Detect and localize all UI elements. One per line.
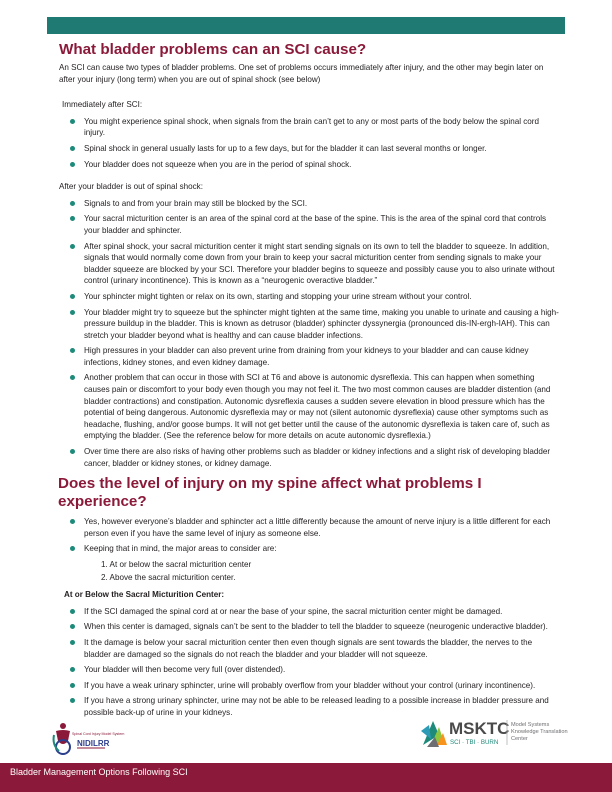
bullet-icon — [70, 146, 75, 151]
list-item: Your sphincter might tighten or relax on its own, starting and stopping your urine stream without your control. — [59, 291, 559, 303]
bullet-icon — [70, 698, 75, 703]
bullet-icon — [70, 546, 75, 551]
bullet-icon — [70, 640, 75, 645]
list-item: You might experience spinal shock, when signals from the brain can’t get to any or most parts of the body below the spinal cord injury. — [59, 116, 559, 139]
list-item: Your bladder will then become very full (over distended). — [59, 664, 559, 676]
list-level-of-injury — [59, 516, 559, 555]
heading-level-of-injury: Does the level of injury on my spine affect what problems I experience? — [58, 475, 482, 511]
bullet-icon — [70, 348, 75, 353]
list-item: When this center is damaged, signals can’t be sent to the bladder to tell the bladder to squeeze (neurogenic underactive bladder). — [59, 621, 559, 633]
msktc-logo — [419, 715, 569, 751]
bullet-icon — [70, 162, 75, 167]
bullet-icon — [70, 667, 75, 672]
top-color-bar — [47, 17, 565, 34]
subheading-at-or-below: At or Below the Sacral Micturition Center: — [64, 590, 225, 600]
list-item: After spinal shock, your sacral micturition center it might start sending signals on its own to tell the bladder to squeeze. In addition, signals that would normally come down from your brain to keep your sacral micturition center from sending signals to make your bladder squeeze are blocked by your SCI. Therefore your bladder begins to squeeze and possibly cause you to also urinate without control (urinary incontinence). This is known as a “neurogenic overactive bladder.” — [59, 241, 559, 287]
msktc-desc-line2: Knowledge Translation — [511, 729, 568, 735]
list-item: If you have a strong urinary sphincter, urine may not be able to be released leading to a possible increase in bladder pressure and possible back-up of urine in your kidneys. — [59, 695, 559, 718]
list-item: If the SCI damaged the spinal cord at or near the base of your spine, the sacral micturition center might be damaged. — [59, 606, 559, 618]
list-item: Over time there are also risks of having other problems such as bladder or kidney infections and a slight risk of developing bladder cancer, bladder or kidney stones, or kidney damage. — [59, 446, 559, 469]
numbered-areas-list — [59, 559, 559, 583]
intro-paragraph: An SCI can cause two types of bladder problems. One set of problems occurs immediately after injury, and the other may begin later on after your injury (long term) when you are out of spinal shock (see below) — [59, 63, 544, 84]
list-item: Keeping that in mind, the major areas to consider are: — [59, 543, 559, 555]
list-item: Your bladder might try to squeeze but the sphincter might tighten at the same time, making you unable to urinate and causing a high-pressure buildup in the bladder. This is known as detrusor (bladder) sphincter dyssynergia (pronounced dis-IN-ergh-IAH). This can stretch your bladder beyond what is healthy and can cause bladder infections. — [59, 307, 559, 342]
msktc-desc-line1: Model Systems — [511, 722, 550, 728]
label-immediately: Immediately after SCI: — [62, 100, 143, 110]
footer-title: Bladder Management Options Following SCI — [10, 767, 188, 777]
list-at-or-below — [59, 606, 559, 719]
list-immediately — [59, 116, 559, 170]
logo-nidilrr: NIDILRR — [77, 739, 110, 748]
heading-bladder-problems: What bladder problems can an SCI cause? — [59, 41, 367, 58]
document-body — [59, 41, 559, 723]
list-item: Your bladder does not squeeze when you are in the period of spinal shock. — [59, 159, 559, 171]
label-after-shock: After your bladder is out of spinal shock: — [59, 182, 203, 192]
list-item: Yes, however everyone’s bladder and sphincter act a little differently because the amount of nerve injury is a little different for each person even if you have the same level of injury as someone else. — [59, 516, 559, 539]
numbered-item: 1. At or below the sacral micturition center — [101, 560, 252, 569]
sci-model-system-logo — [50, 717, 130, 759]
list-item: It the damage is below your sacral micturition center then even though signals are sent towards the bladder, the nerves to the bladder are damaged so the signals do not reach the bladder and your bladder will not squeeze. — [59, 637, 559, 660]
bullet-icon — [70, 201, 75, 206]
bullet-icon — [70, 683, 75, 688]
bullet-icon — [70, 519, 75, 524]
msktc-mark-icon — [421, 721, 447, 747]
bullet-icon — [70, 294, 75, 299]
list-item: Your sacral micturition center is an area of the spinal cord at the base of the spine. This is the area of the spinal cord that controls your bladder and sphincter. — [59, 213, 559, 236]
bullet-icon — [70, 624, 75, 629]
bullet-icon — [70, 449, 75, 454]
msktc-name: MSKTC — [449, 719, 510, 738]
list-item: Spinal shock in general usually lasts for up to a few days, but for the bladder it can last several months or longer. — [59, 143, 559, 155]
bullet-icon — [70, 375, 75, 380]
list-item: If you have a weak urinary sphincter, urine will probably overflow from your bladder without your control (urinary incontinence). — [59, 680, 559, 692]
list-item: Another problem that can occur in those with SCI at T6 and above is autonomic dysreflexia. This can happen when something causes pain or discomfort to your body even though you may not feel it. The two most common causes are bladder distention (and bladder contractions) and constipation. Autonomic dysreflexia causes a sudden severe elevation in blood pressure which has the potential of being dangerous. Autonomic dysreflexia may or may not (silent autonomic dysreflexia) cause other symptoms such as headache, flushing, and/or goose bumps. It will not get better until the cause of the autonomic dysreflexia is taken care of, such as emptying the bladder. (See the reference below for more details on acute autonomic dysreflexia.) — [59, 372, 559, 442]
msktc-desc-line3: Center — [511, 736, 528, 742]
bullet-icon — [70, 310, 75, 315]
msktc-tagline: SCI · TBI · BURN — [450, 739, 499, 746]
logo-head-icon — [60, 723, 66, 729]
list-item: High pressures in your bladder can also prevent urine from draining from your kidneys to your bladder and can cause kidney infections, kidney stones, and even kidney damage. — [59, 345, 559, 368]
bullet-icon — [70, 119, 75, 124]
list-after-shock — [59, 198, 559, 469]
bullet-icon — [70, 216, 75, 221]
bullet-icon — [70, 609, 75, 614]
logo-sci-title: Spinal Cord Injury Model System — [72, 732, 125, 736]
footer-bar — [0, 763, 612, 792]
numbered-item: 2. Above the sacral micturition center. — [101, 572, 236, 582]
list-item: Signals to and from your brain may still be blocked by the SCI. — [59, 198, 559, 210]
bullet-icon — [70, 244, 75, 249]
